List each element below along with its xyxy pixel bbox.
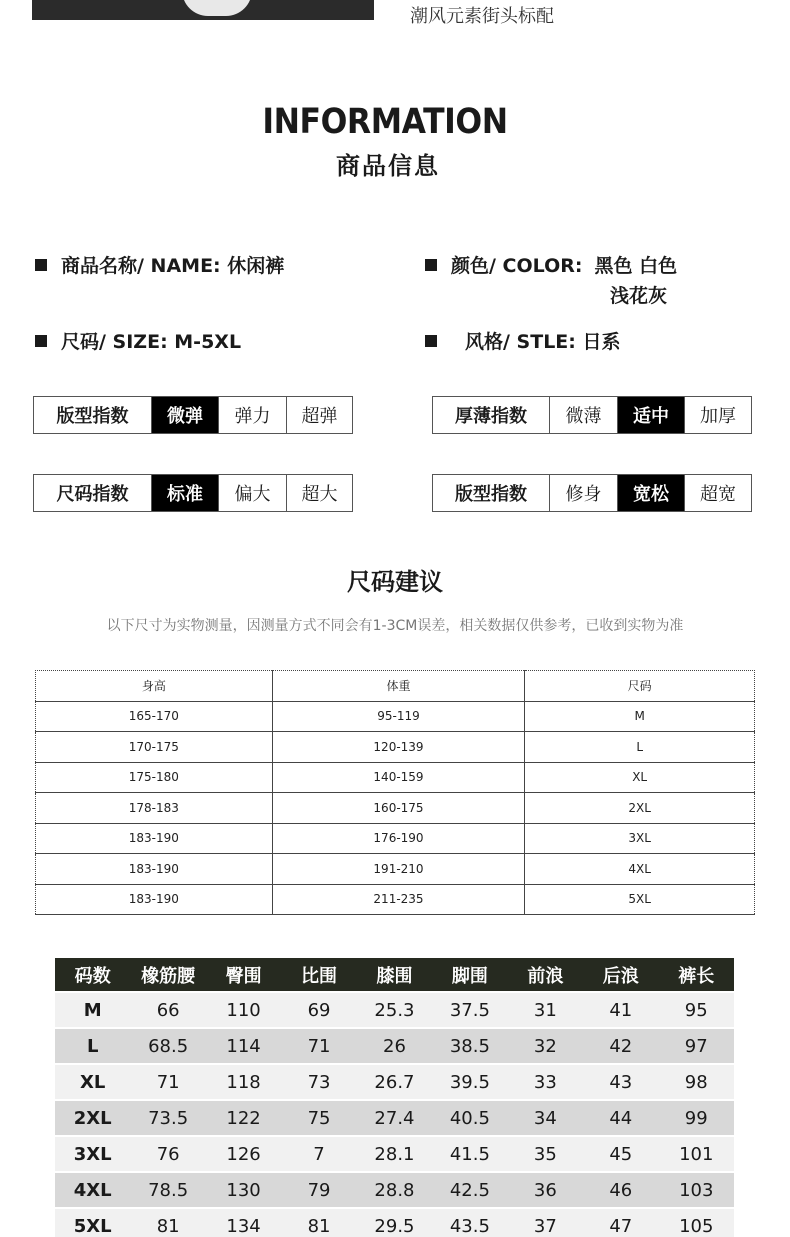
table-cell: 25.3 <box>357 992 432 1028</box>
table-row <box>36 762 755 793</box>
header-size-code: 码数 <box>55 958 130 992</box>
table-row <box>55 992 734 1028</box>
table-cell: 211-235 <box>272 884 525 915</box>
attr-name: 商品名称/ NAME: 休闲裤 <box>35 251 284 278</box>
table-cell: 71 <box>130 1064 205 1100</box>
index-label: 版型指数 <box>56 406 129 427</box>
table-cell: 68.5 <box>130 1028 205 1064</box>
table-cell: 47 <box>583 1208 658 1237</box>
table-cell: 45 <box>583 1136 658 1172</box>
table-row <box>36 701 755 732</box>
table-cell: 134 <box>206 1208 281 1237</box>
index-size <box>33 474 353 512</box>
table-cell: 4XL <box>55 1172 130 1208</box>
table-cell: 34 <box>508 1100 583 1136</box>
index-label: 版型指数 <box>455 484 527 505</box>
index-option-selected: 微弹 <box>151 397 218 433</box>
square-bullet-icon <box>35 259 47 271</box>
information-subtitle: 商品信息 <box>336 152 440 180</box>
measurement-note: 以下尺寸为实物测量，因测量方式不同会有1-3CM误差，相关数据仅供参考，已收到实物为准 <box>106 618 684 634</box>
index-option: 超宽 <box>684 475 751 511</box>
index-option: 修身 <box>549 475 617 511</box>
table-cell: 103 <box>659 1172 735 1208</box>
header-size: 尺码 <box>525 671 755 702</box>
table-cell: 38.5 <box>432 1028 507 1064</box>
table-row <box>55 1172 734 1208</box>
table-cell: 40.5 <box>432 1100 507 1136</box>
table-cell: 73.5 <box>130 1100 205 1136</box>
index-option-selected: 宽松 <box>617 475 684 511</box>
table-cell: 41.5 <box>432 1136 507 1172</box>
table-cell: 118 <box>206 1064 281 1100</box>
header-height: 身高 <box>36 671 273 702</box>
table-cell: 165-170 <box>36 701 273 732</box>
table-cell: 73 <box>281 1064 356 1100</box>
table-cell: 105 <box>659 1208 735 1237</box>
attr-style: 风格/ STLE: 日系 <box>425 327 621 354</box>
table-cell: 5XL <box>55 1208 130 1237</box>
table-cell: 26 <box>357 1028 432 1064</box>
table-cell: 43 <box>583 1064 658 1100</box>
table-cell: 35 <box>508 1136 583 1172</box>
table-cell: L <box>525 732 755 763</box>
table-cell: 5XL <box>525 884 755 915</box>
table-cell: 101 <box>659 1136 735 1172</box>
table-cell: 130 <box>206 1172 281 1208</box>
table-cell: 28.8 <box>357 1172 432 1208</box>
chart-header-row <box>55 958 734 992</box>
table-cell: 97 <box>659 1028 735 1064</box>
table-cell: 110 <box>206 992 281 1028</box>
index-option-selected: 标准 <box>151 475 218 511</box>
table-cell: 31 <box>508 992 583 1028</box>
header-knee: 膝围 <box>357 958 432 992</box>
table-cell: 183-190 <box>36 854 273 885</box>
table-cell: 36 <box>508 1172 583 1208</box>
table-cell: 81 <box>281 1208 356 1237</box>
table-cell: 79 <box>281 1172 356 1208</box>
header-leg-opening: 脚围 <box>432 958 507 992</box>
index-option-selected: 适中 <box>617 397 684 433</box>
table-cell: M <box>525 701 755 732</box>
index-option: 超大 <box>286 475 352 511</box>
attr-size: 尺码/ SIZE: M-5XL <box>35 327 241 354</box>
index-option: 偏大 <box>218 475 286 511</box>
attr-color: 颜色/ COLOR: 黑色 白色 <box>425 251 677 278</box>
table-row <box>36 732 755 763</box>
table-cell: 32 <box>508 1028 583 1064</box>
index-fit-cut <box>432 474 752 512</box>
table-header-row <box>36 671 755 702</box>
table-cell: 2XL <box>525 793 755 824</box>
header-back-rise: 后浪 <box>583 958 658 992</box>
table-cell: 160-175 <box>272 793 525 824</box>
size-recommendation-title: 尺码建议 <box>347 568 443 596</box>
information-title: INFORMATION <box>262 102 508 142</box>
table-cell: 42 <box>583 1028 658 1064</box>
table-cell: 69 <box>281 992 356 1028</box>
table-row <box>36 854 755 885</box>
table-row <box>55 1028 734 1064</box>
table-cell: 2XL <box>55 1100 130 1136</box>
table-cell: 114 <box>206 1028 281 1064</box>
table-cell: 140-159 <box>272 762 525 793</box>
attr-color-line2: 浅花灰 <box>610 285 668 307</box>
table-cell: 98 <box>659 1064 735 1100</box>
table-cell: 42.5 <box>432 1172 507 1208</box>
table-cell: 191-210 <box>272 854 525 885</box>
table-cell: XL <box>525 762 755 793</box>
table-cell: 28.1 <box>357 1136 432 1172</box>
table-cell: 95-119 <box>272 701 525 732</box>
square-bullet-icon <box>35 335 47 347</box>
header-length: 裤长 <box>659 958 735 992</box>
table-cell: 183-190 <box>36 884 273 915</box>
table-row <box>55 1208 734 1237</box>
table-cell: L <box>55 1028 130 1064</box>
index-option: 弹力 <box>218 397 286 433</box>
index-option: 超弹 <box>286 397 352 433</box>
table-cell: 126 <box>206 1136 281 1172</box>
header-waist: 橡筋腰 <box>130 958 205 992</box>
table-cell: 7 <box>281 1136 356 1172</box>
table-cell: 46 <box>583 1172 658 1208</box>
table-cell: 39.5 <box>432 1064 507 1100</box>
table-cell: XL <box>55 1064 130 1100</box>
table-row <box>36 884 755 915</box>
table-cell: 26.7 <box>357 1064 432 1100</box>
table-cell: 81 <box>130 1208 205 1237</box>
table-cell: 37.5 <box>432 992 507 1028</box>
table-cell: 41 <box>583 992 658 1028</box>
table-cell: 78.5 <box>130 1172 205 1208</box>
table-row <box>36 823 755 854</box>
header-thigh: 比围 <box>281 958 356 992</box>
table-cell: 175-180 <box>36 762 273 793</box>
table-cell: 95 <box>659 992 735 1028</box>
table-cell: 37 <box>508 1208 583 1237</box>
table-row <box>55 1064 734 1100</box>
header-hip: 臀围 <box>206 958 281 992</box>
size-recommendation-table <box>35 670 755 915</box>
table-cell: 3XL <box>55 1136 130 1172</box>
table-cell: 120-139 <box>272 732 525 763</box>
table-cell: 66 <box>130 992 205 1028</box>
table-cell: 33 <box>508 1064 583 1100</box>
square-bullet-icon <box>425 335 437 347</box>
table-cell: 76 <box>130 1136 205 1172</box>
table-cell: 75 <box>281 1100 356 1136</box>
table-cell: 176-190 <box>272 823 525 854</box>
index-option: 微薄 <box>549 397 617 433</box>
table-cell: M <box>55 992 130 1028</box>
header-weight: 体重 <box>272 671 525 702</box>
table-row <box>55 1136 734 1172</box>
table-cell: 71 <box>281 1028 356 1064</box>
table-cell: 122 <box>206 1100 281 1136</box>
table-row <box>55 1100 734 1136</box>
index-option: 加厚 <box>684 397 751 433</box>
index-fit-elasticity <box>33 396 353 434</box>
table-cell: 183-190 <box>36 823 273 854</box>
table-row <box>36 793 755 824</box>
square-bullet-icon <box>425 259 437 271</box>
photo-caption: 潮风元素街头标配 <box>410 6 554 27</box>
table-cell: 43.5 <box>432 1208 507 1237</box>
index-label: 厚薄指数 <box>455 406 527 427</box>
header-front-rise: 前浪 <box>508 958 583 992</box>
table-cell: 99 <box>659 1100 735 1136</box>
table-cell: 27.4 <box>357 1100 432 1136</box>
table-cell: 178-183 <box>36 793 273 824</box>
table-cell: 3XL <box>525 823 755 854</box>
index-label: 尺码指数 <box>56 484 129 505</box>
table-cell: 4XL <box>525 854 755 885</box>
table-cell: 29.5 <box>357 1208 432 1237</box>
size-measurement-chart <box>55 958 734 1237</box>
index-thickness <box>432 396 752 434</box>
product-photo-crop <box>32 0 374 20</box>
table-cell: 170-175 <box>36 732 273 763</box>
table-cell: 44 <box>583 1100 658 1136</box>
